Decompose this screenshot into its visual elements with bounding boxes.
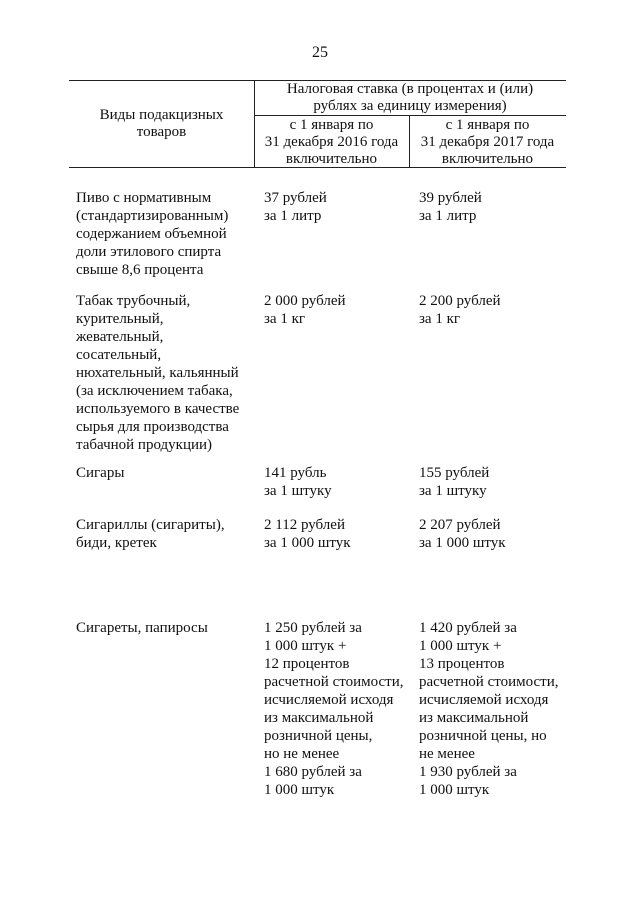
row-cigars-rate-2016: 141 рубль за 1 штуку [264, 465, 332, 499]
header-goods-column: Виды подакцизных товаров [99, 107, 224, 140]
row-tobacco-rate-2017: 2 200 рублей за 1 кг [419, 293, 501, 327]
table-header [69, 80, 566, 168]
row-cigarillos-goods: Сигариллы (сигариты), биди, кретек [76, 517, 225, 551]
row-beer-goods: Пиво с нормативным (стандартизированным) содержанием объемной доли этилового спирта свыше 8,6 процента [76, 190, 229, 278]
header-divider-horizontal [254, 115, 566, 116]
row-beer-rate-2017: 39 рублей за 1 литр [419, 190, 482, 224]
header-period-2017: с 1 января по 31 декабря 2017 года включительно [420, 117, 555, 167]
row-cigarettes-rate-2017: 1 420 рублей за 1 000 штук + 13 процентов расчетной стоимости, исчисляемой исходя из максимальной розничной цены, но не менее 1 930 рублей за 1 000 штук [419, 620, 559, 798]
page-number: 25 [312, 44, 328, 61]
row-cigars-rate-2017: 155 рублей за 1 штуку [419, 465, 490, 499]
row-cigarettes-rate-2016: 1 250 рублей за 1 000 штук + 12 процентов расчетной стоимости, исчисляемой исходя из максимальной розничной цены, но не менее 1 680 рублей за 1 000 штук [264, 620, 404, 798]
row-cigarillos-rate-2016: 2 112 рублей за 1 000 штук [264, 517, 351, 551]
row-tobacco-goods: Табак трубочный, курительный, жевательный, сосательный, нюхательный, кальянный (за исключением табака, используемого в качестве сырья для производства табачной продукции) [76, 293, 240, 453]
row-cigarillos-rate-2017: 2 207 рублей за 1 000 штук [419, 517, 506, 551]
row-cigarettes-goods: Сигареты, папиросы [76, 620, 208, 636]
header-period-2016: с 1 января по 31 декабря 2016 года включительно [264, 117, 399, 167]
header-tax-rate: Налоговая ставка (в процентах и (или) рублях за единицу измерения) [286, 81, 534, 114]
row-beer-rate-2016: 37 рублей за 1 литр [264, 190, 327, 224]
row-tobacco-rate-2016: 2 000 рублей за 1 кг [264, 293, 346, 327]
row-cigars-goods: Сигары [76, 465, 125, 481]
